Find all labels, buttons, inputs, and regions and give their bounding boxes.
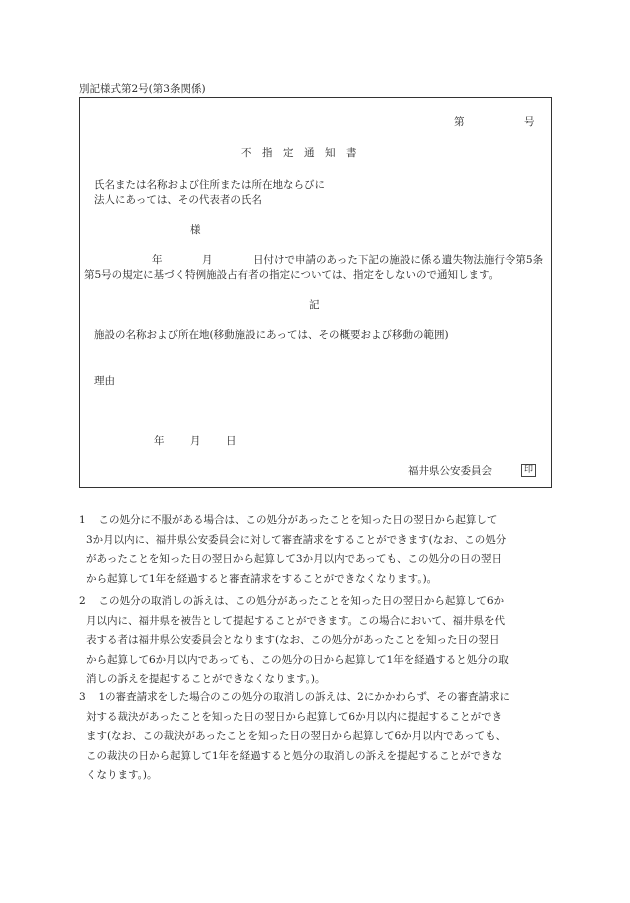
- body-month-label: 月: [202, 254, 213, 266]
- note-line: 表する者は福井県公安委員会となります(なお、この処分があったことを知った日の翌日: [86, 634, 500, 647]
- note-line: があったことを知った日の翌日から起算して3か月以内であっても、この処分の日の翌日: [86, 553, 502, 566]
- notice-number-dai: 第: [454, 116, 465, 128]
- issuer-name: 福井県公安委員会: [408, 465, 492, 477]
- note-number: 2: [79, 595, 86, 607]
- form-label: 別記様式第2号(第3条関係): [79, 83, 206, 95]
- note-line: この処分の取消しの訴えは、この処分があったことを知った日の翌日から起算して6か: [88, 595, 505, 607]
- note-line: この裁決の日から起算して1年を経過すると処分の取消しの訴えを提起することができな: [86, 749, 503, 762]
- note-line: 対する裁決があったことを知った日の翌日から起算して6か月以内に提起することができ: [86, 710, 503, 723]
- notice-number-go: 号: [524, 116, 535, 128]
- date-day-label: 日: [226, 435, 237, 447]
- note-line: 3か月以内に、福井県公安委員会に対して審査請求をすることができます(なお、この処分: [86, 533, 507, 546]
- body-line-2: 第5号の規定に基づく特例施設占有者の指定については、指定をしないので通知します。: [84, 269, 500, 281]
- note-line: 消しの訴えを提起することができなくなります。)。: [86, 673, 326, 686]
- body-line-1: 日付けで申請のあった下記の施設に係る遺失物法施行令第5条: [253, 254, 544, 266]
- note-number: 1: [79, 514, 86, 526]
- document-title: 不 指 定 通 知 書: [241, 147, 357, 159]
- ki-heading: 記: [309, 299, 320, 311]
- note-line: この処分に不服がある場合は、この処分があったことを知った日の翌日から起算して: [88, 514, 498, 526]
- note-line: くなります。)。: [86, 769, 158, 782]
- facility-label: 施設の名称および所在地(移動施設にあっては、その概要および移動の範囲): [94, 329, 449, 341]
- addressee-line-2: 法人にあっては、その代表者の氏名: [94, 194, 262, 206]
- date-month-label: 月: [190, 435, 201, 447]
- note-line: ます(なお、この裁決があったことを知った日の翌日から起算して6か月以内であっても、: [86, 730, 507, 743]
- note-line: から起算して1年を経過すると審査請求をすることができなくなります。)。: [86, 572, 438, 585]
- note-number: 3: [79, 691, 86, 703]
- seal-box: [521, 464, 536, 477]
- note-line: 1の審査請求をした場合のこの処分の取消しの訴えは、2にかかわらず、その審査請求に: [88, 691, 511, 703]
- date-year-label: 年: [154, 435, 165, 447]
- body-year-label: 年: [152, 254, 163, 266]
- honorific: 様: [190, 224, 201, 236]
- reason-label: 理由: [94, 375, 115, 387]
- addressee-line-1: 氏名または名称および住所または所在地ならびに: [94, 179, 325, 191]
- note-line: から起算して6か月以内であっても、この処分の日から起算して1年を経過すると処分の取: [86, 653, 509, 666]
- seal-char: 印: [523, 465, 533, 475]
- note-line: 月以内に、福井県を被告として提起することができます。この場合において、福井県を代: [86, 614, 505, 627]
